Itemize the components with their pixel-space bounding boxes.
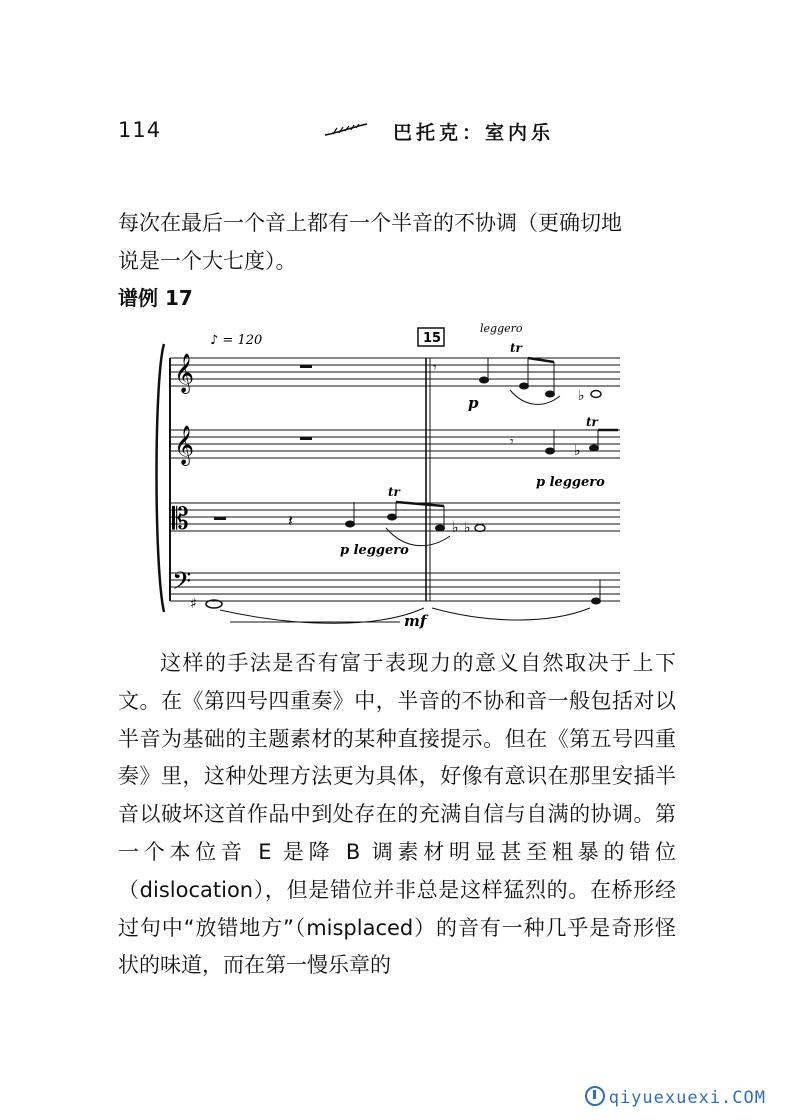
watermark-text: qiyuexuexi.COM (608, 1088, 766, 1108)
whole-rest (300, 437, 312, 440)
half-rest (214, 517, 226, 520)
logo-icon (585, 1086, 605, 1106)
dynamic-mf: mf (404, 612, 427, 630)
trill-mark: tr (510, 341, 522, 355)
treble-clef-icon: 𝄞 (174, 353, 195, 393)
flat-sign: ♭ (578, 388, 585, 404)
body-paragraph (118, 645, 676, 985)
intro-line: 说是一个大七度）。 (118, 249, 297, 273)
page-number: 114 (118, 118, 162, 142)
music-score (150, 318, 630, 633)
treble-clef-icon: 𝄞 (174, 425, 195, 465)
system-bracket (157, 344, 165, 612)
feather-icon (323, 122, 369, 138)
alto-clef-icon: 𝄡 (172, 502, 189, 537)
rehearsal-mark: 15 (423, 331, 442, 346)
dynamic-p-leggero: p leggero (340, 543, 409, 558)
bass-clef-icon: 𝄢 (172, 567, 192, 602)
flat-sign: ♭ (452, 520, 459, 536)
body-text: 这样的手法是否有富于表现力的意义自然取决于上下文。在《第四号四重奏》中，半音的不协和音一般包括对以半音为基础的主题素材的某种直接提示。但在《第五号四重奏》里，这种处理方法更为具体，好像有意识在那里安插半音以破坏这首作品中到处存在的充满自信与自满的协调。第一个本位音 E 是降 B 调素材明显甚至粗暴的错位（dislocation），但是错位并非总是这样猛烈的。在桥形经过句中“放错地方”（misplaced）的音有一种几乎是奇形怪状的味道，而在第一慢乐章的 (118, 651, 676, 978)
trill-mark: tr (586, 415, 598, 429)
leggero-mark: leggero (480, 322, 523, 335)
running-title: 巴托克：室内乐 (393, 122, 555, 144)
intro-line: 每次在最后一个音上都有一个半音的不协调（更确切地 (118, 211, 622, 235)
eighth-rest: 𝄾 (433, 360, 437, 376)
eighth-rest: 𝄾 (510, 434, 514, 450)
sharp-sign: ♯ (190, 596, 197, 612)
trill-mark: tr (388, 485, 400, 499)
dynamic-p-leggero: p leggero (536, 475, 605, 490)
flat-sign: ♭ (464, 520, 471, 536)
tempo-marking: ♪ = 120 (210, 333, 263, 348)
example-label: 谱例 17 (118, 286, 193, 310)
dynamic-p: p (468, 394, 479, 412)
note-head (591, 391, 601, 398)
note-head (475, 525, 485, 532)
quarter-rest: 𝄽 (288, 511, 293, 530)
whole-rest (300, 365, 312, 368)
watermark (585, 1086, 766, 1108)
page-header (118, 118, 678, 148)
intro-paragraph (118, 204, 678, 280)
flat-sign: ♭ (574, 443, 581, 459)
